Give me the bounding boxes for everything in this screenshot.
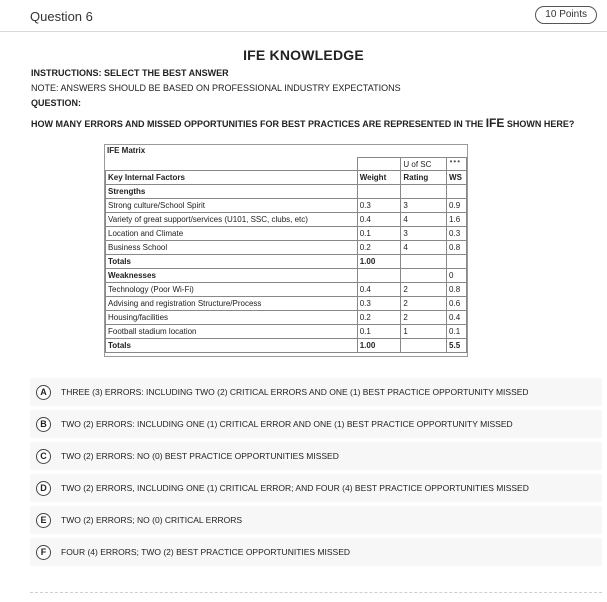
ife-cell: 0.4 [357, 213, 401, 227]
ife-cell: Location and Climate [106, 227, 358, 241]
ife-cell [401, 269, 447, 283]
ife-cell: Housing/facilities [106, 311, 358, 325]
answer-radio-d[interactable]: D [36, 481, 51, 496]
question-header [0, 0, 607, 32]
question-title: Question 6 [30, 9, 93, 24]
answer-label: TWO (2) ERRORS: NO (0) BEST PRACTICE OPPORTUNITIES MISSED [61, 451, 339, 461]
ife-cell: 0.8 [447, 241, 467, 255]
ife-cell: 3 [401, 227, 447, 241]
ife-cell: Variety of great support/services (U101, SSC, clubs, etc) [106, 213, 358, 227]
ife-cell: Weaknesses [106, 269, 358, 283]
ife-cell: Totals [106, 339, 358, 353]
ife-cell: Rating [401, 171, 447, 185]
ife-cell: Totals [106, 255, 358, 269]
ife-cell: 0.3 [357, 297, 401, 311]
answer-radio-a[interactable]: A [36, 385, 51, 400]
answer-option-d[interactable] [30, 474, 602, 502]
ife-cell [401, 339, 447, 353]
answer-option-b[interactable] [30, 410, 602, 438]
ife-cell: 1.00 [357, 339, 401, 353]
ife-row [106, 185, 467, 199]
more-options-icon: ••• [449, 157, 461, 166]
ife-row [106, 283, 467, 297]
ife-cell [401, 255, 447, 269]
ife-cell: 0.2 [357, 311, 401, 325]
ife-cell: Football stadium location [106, 325, 358, 339]
ife-cell: 1.6 [447, 213, 467, 227]
ife-cell: 4 [401, 241, 447, 255]
ife-cell: 3 [401, 199, 447, 213]
ife-cell: 0.2 [357, 241, 401, 255]
answer-label: TWO (2) ERRORS; NO (0) CRITICAL ERRORS [61, 515, 243, 525]
ife-cell [106, 158, 358, 171]
page-title: IFE KNOWLEDGE [243, 47, 364, 63]
instructions-text: INSTRUCTIONS: SELECT THE BEST ANSWER [31, 68, 229, 78]
answer-option-f[interactable] [30, 538, 602, 566]
ife-cell: 0.3 [357, 199, 401, 213]
question-label: QUESTION: [31, 98, 82, 108]
ife-row [106, 227, 467, 241]
ife-cell: 0.1 [357, 227, 401, 241]
ife-cell: 1 [401, 325, 447, 339]
points-badge: 10 Points [535, 6, 597, 24]
ife-row [106, 339, 467, 353]
ife-cell: Business School [106, 241, 358, 255]
ife-cell: WS [447, 171, 467, 185]
ife-cell: 0.3 [447, 227, 467, 241]
ife-matrix-title: IFE Matrix [107, 146, 146, 155]
ife-cell: 0.1 [357, 325, 401, 339]
ife-row [106, 199, 467, 213]
ife-cell: Weight [357, 171, 401, 185]
ife-cell [447, 255, 467, 269]
ife-cell: 5.5 [447, 339, 467, 353]
answer-label: TWO (2) ERRORS, INCLUDING ONE (1) CRITICAL ERROR; AND FOUR (4) BEST PRACTICE OPPORTUNITIES MISSED [61, 483, 529, 493]
ife-cell [447, 158, 467, 171]
ife-cell: 0.6 [447, 297, 467, 311]
ife-cell: 4 [401, 213, 447, 227]
ife-cell [357, 269, 401, 283]
ife-row [106, 255, 467, 269]
ife-row [106, 311, 467, 325]
answer-radio-c[interactable]: C [36, 449, 51, 464]
ife-cell: Strong culture/School Spirit [106, 199, 358, 213]
ife-cell: Key Internal Factors [106, 171, 358, 185]
ife-cell: 1.00 [357, 255, 401, 269]
ife-cell [357, 158, 401, 171]
ife-cell: Advising and registration Structure/Process [106, 297, 358, 311]
note-text: NOTE: ANSWERS SHOULD BE BASED ON PROFESSIONAL INDUSTRY EXPECTATIONS [31, 83, 401, 93]
ife-row [106, 297, 467, 311]
answer-option-a[interactable] [30, 378, 602, 406]
answer-radio-f[interactable]: F [36, 545, 51, 560]
ife-cell: 0.4 [357, 283, 401, 297]
answer-radio-e[interactable]: E [36, 513, 51, 528]
answer-label: THREE (3) ERRORS: INCLUDING TWO (2) CRITICAL ERRORS AND ONE (1) BEST PRACTICE OPPORTUNITY MISSED [61, 387, 529, 397]
ife-row [106, 171, 467, 185]
ife-cell [357, 185, 401, 199]
ife-cell: 2 [401, 311, 447, 325]
ife-row [106, 158, 467, 171]
ife-cell [447, 185, 467, 199]
ife-cell: 0.9 [447, 199, 467, 213]
ife-cell: Strengths [106, 185, 358, 199]
ife-cell: 0 [447, 269, 467, 283]
ife-row [106, 269, 467, 283]
answer-options [30, 378, 602, 570]
ife-cell: 2 [401, 297, 447, 311]
ife-cell: U of SC [401, 158, 447, 171]
answer-radio-b[interactable]: B [36, 417, 51, 432]
answer-option-e[interactable] [30, 506, 602, 534]
answer-label: TWO (2) ERRORS: INCLUDING ONE (1) CRITICAL ERROR AND ONE (1) BEST PRACTICE OPPORTUNITY MISSED [61, 419, 513, 429]
ife-cell [401, 185, 447, 199]
ife-cell: 0.4 [447, 311, 467, 325]
ife-matrix-image [104, 144, 468, 357]
ife-cell: Technology (Poor Wi-Fi) [106, 283, 358, 297]
divider [30, 592, 602, 593]
ife-cell: 0.1 [447, 325, 467, 339]
answer-label: FOUR (4) ERRORS; TWO (2) BEST PRACTICE OPPORTUNITIES MISSED [61, 547, 351, 557]
ife-row [106, 241, 467, 255]
ife-cell: 0.8 [447, 283, 467, 297]
ife-row [106, 213, 467, 227]
ife-matrix-table [105, 157, 467, 353]
ife-cell: 2 [401, 283, 447, 297]
question-text: HOW MANY ERRORS AND MISSED OPPORTUNITIES FOR BEST PRACTICES ARE REPRESENTED IN THE IFE SHOWN HERE? [31, 116, 575, 130]
answer-option-c[interactable] [30, 442, 602, 470]
ife-row [106, 325, 467, 339]
